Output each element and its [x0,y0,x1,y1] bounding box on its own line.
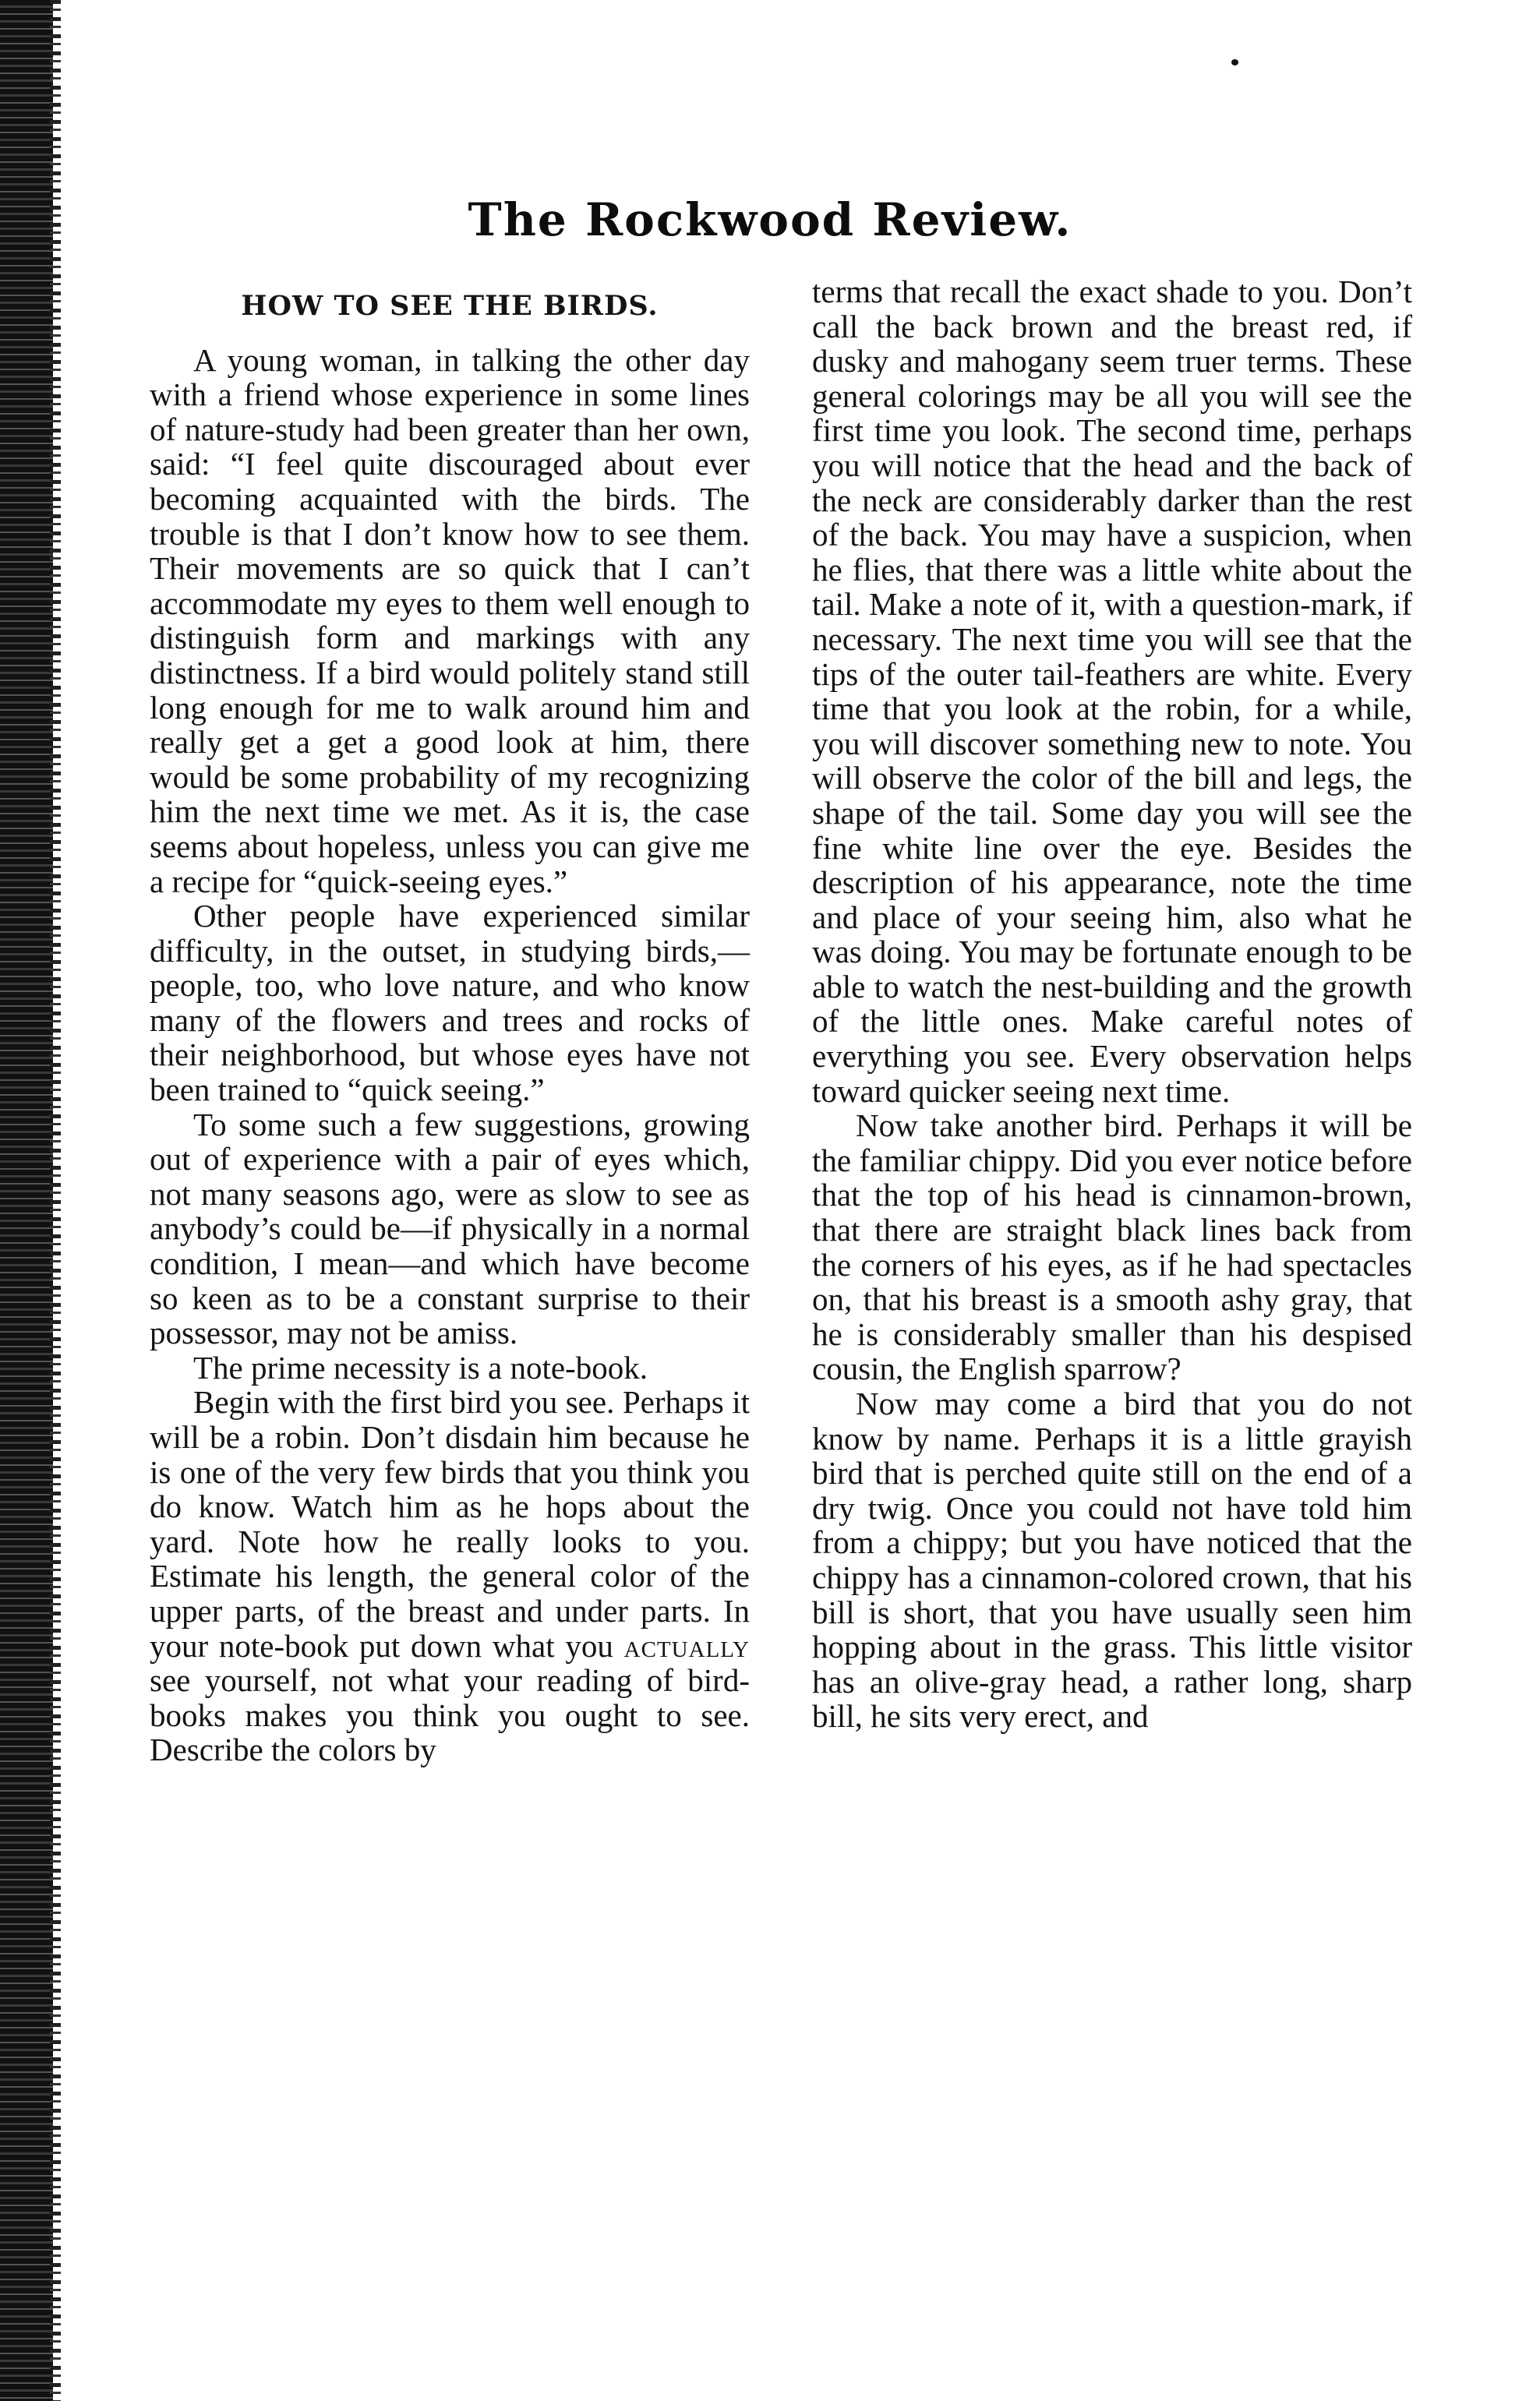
emphasis-text: actually [623,1627,750,1664]
page-binding-edge [0,0,53,2401]
paragraph: The prime necessity is a note-book. [193,1349,648,1386]
left-column [150,283,750,1767]
paragraph: Other people have experienced similar difficulty, in the outset, in studying birds,—people, too, who love nature, and who know many of the flowers and trees and rocks of their neighborhood, but whose eyes have not been trained to “quick seeing.” [150,898,750,1108]
paragraph [150,1385,750,1767]
masthead: The Rockwood Review. [468,193,1072,246]
paragraph-continuation: terms that recall the exact shade to you. Don’t call the back brown and the breast red, if dusky and mahogany seem truer terms. These general colorings may be all you will see the first time you look. The second time, perhaps you will notice that the head and the back of the neck are considerably darker than the rest of the back. You may have a suspicion, when he flies, that there was a little white about the tail. Make a note of it, with a question-mark, if necessary. The next time you will see that the tips of the outer tail-feathers are white. Every time that you look at the robin, for a while, you will discover something new to note. You will observe the color of the bill and legs, the shape of the tail. Some day you will see the fine white line over the eye. Besides the description of his appearance, note the time and place of your seeing him, also what he was doing. You may be fortunate enough to be able to watch the nest-building and the growth of the little ones. Make careful notes of everything you see. Every observation helps toward quicker seeing next time. [812,274,1412,1109]
article-title: HOW TO SEE THE BIRDS. [241,290,659,322]
paragraph: Now take another bird. Perhaps it will be the familiar chippy. Did you ever notice before that the top of his head is cinnamon-brown, that there are straight black lines back from the corners of his eyes, as if he had spectacles on, that his breast is a smooth ashy gray, that he is considerably smaller than his despised cousin, the English sparrow? [812,1107,1412,1387]
paragraph: Now may come a bird that you do not know by name. Perhaps it is a little grayish bird that is perched quite still on the end of a dry twig. Once you could not have told him from a chippy; but you have noticed that the chippy has a cinnamon-colored crown, that his bill is short, that you have usually seen him hopping about in the grass. This little visitor has an olive-gray head, a rather long, sharp bill, he sits very erect, and [812,1386,1412,1735]
paragraph-text: Begin with the first bird you see. Perhaps it will be a robin. Don’t disdain him because he is one of the very few birds that you think you do know. Watch him as he hops about the yard. Note how he really looks to you. Estimate his length, the general color of the upper parts, of the breast and under parts. In your note-book put down what you [150,1384,750,1664]
paragraph: To some such a few suggestions, growing out of experience with a pair of eyes which, not many seasons ago, were as slow to see as anybody’s could be—if physically in a normal condition, I mean—and which have become so keen as to be a constant surprise to their possessor, may not be amiss. [150,1106,750,1351]
right-column [812,274,1412,1734]
paragraph-text: see yourself, not what your reading of bird-books makes you think you ought to see. Describe the colors by [150,1662,750,1768]
paragraph: A young woman, in talking the other day with a friend whose experience in some lines of nature-study had been greater than her own, said: “I feel quite discouraged about ever becoming acquainted with the birds. The trouble is that I don’t know how to see them. Their movements are so quick that I can’t accommodate my eyes to them well enough to distinguish form and markings with any distinctness. If a bird would politely stand still long enough for me to walk around him and really get a get a good look at him, there would be some probability of my recognizing him the next time we met. As it is, the case seems about hopeless, unless you can give me a recipe for “quick-seeing eyes.” [150,341,750,899]
ink-speck [1231,59,1238,65]
